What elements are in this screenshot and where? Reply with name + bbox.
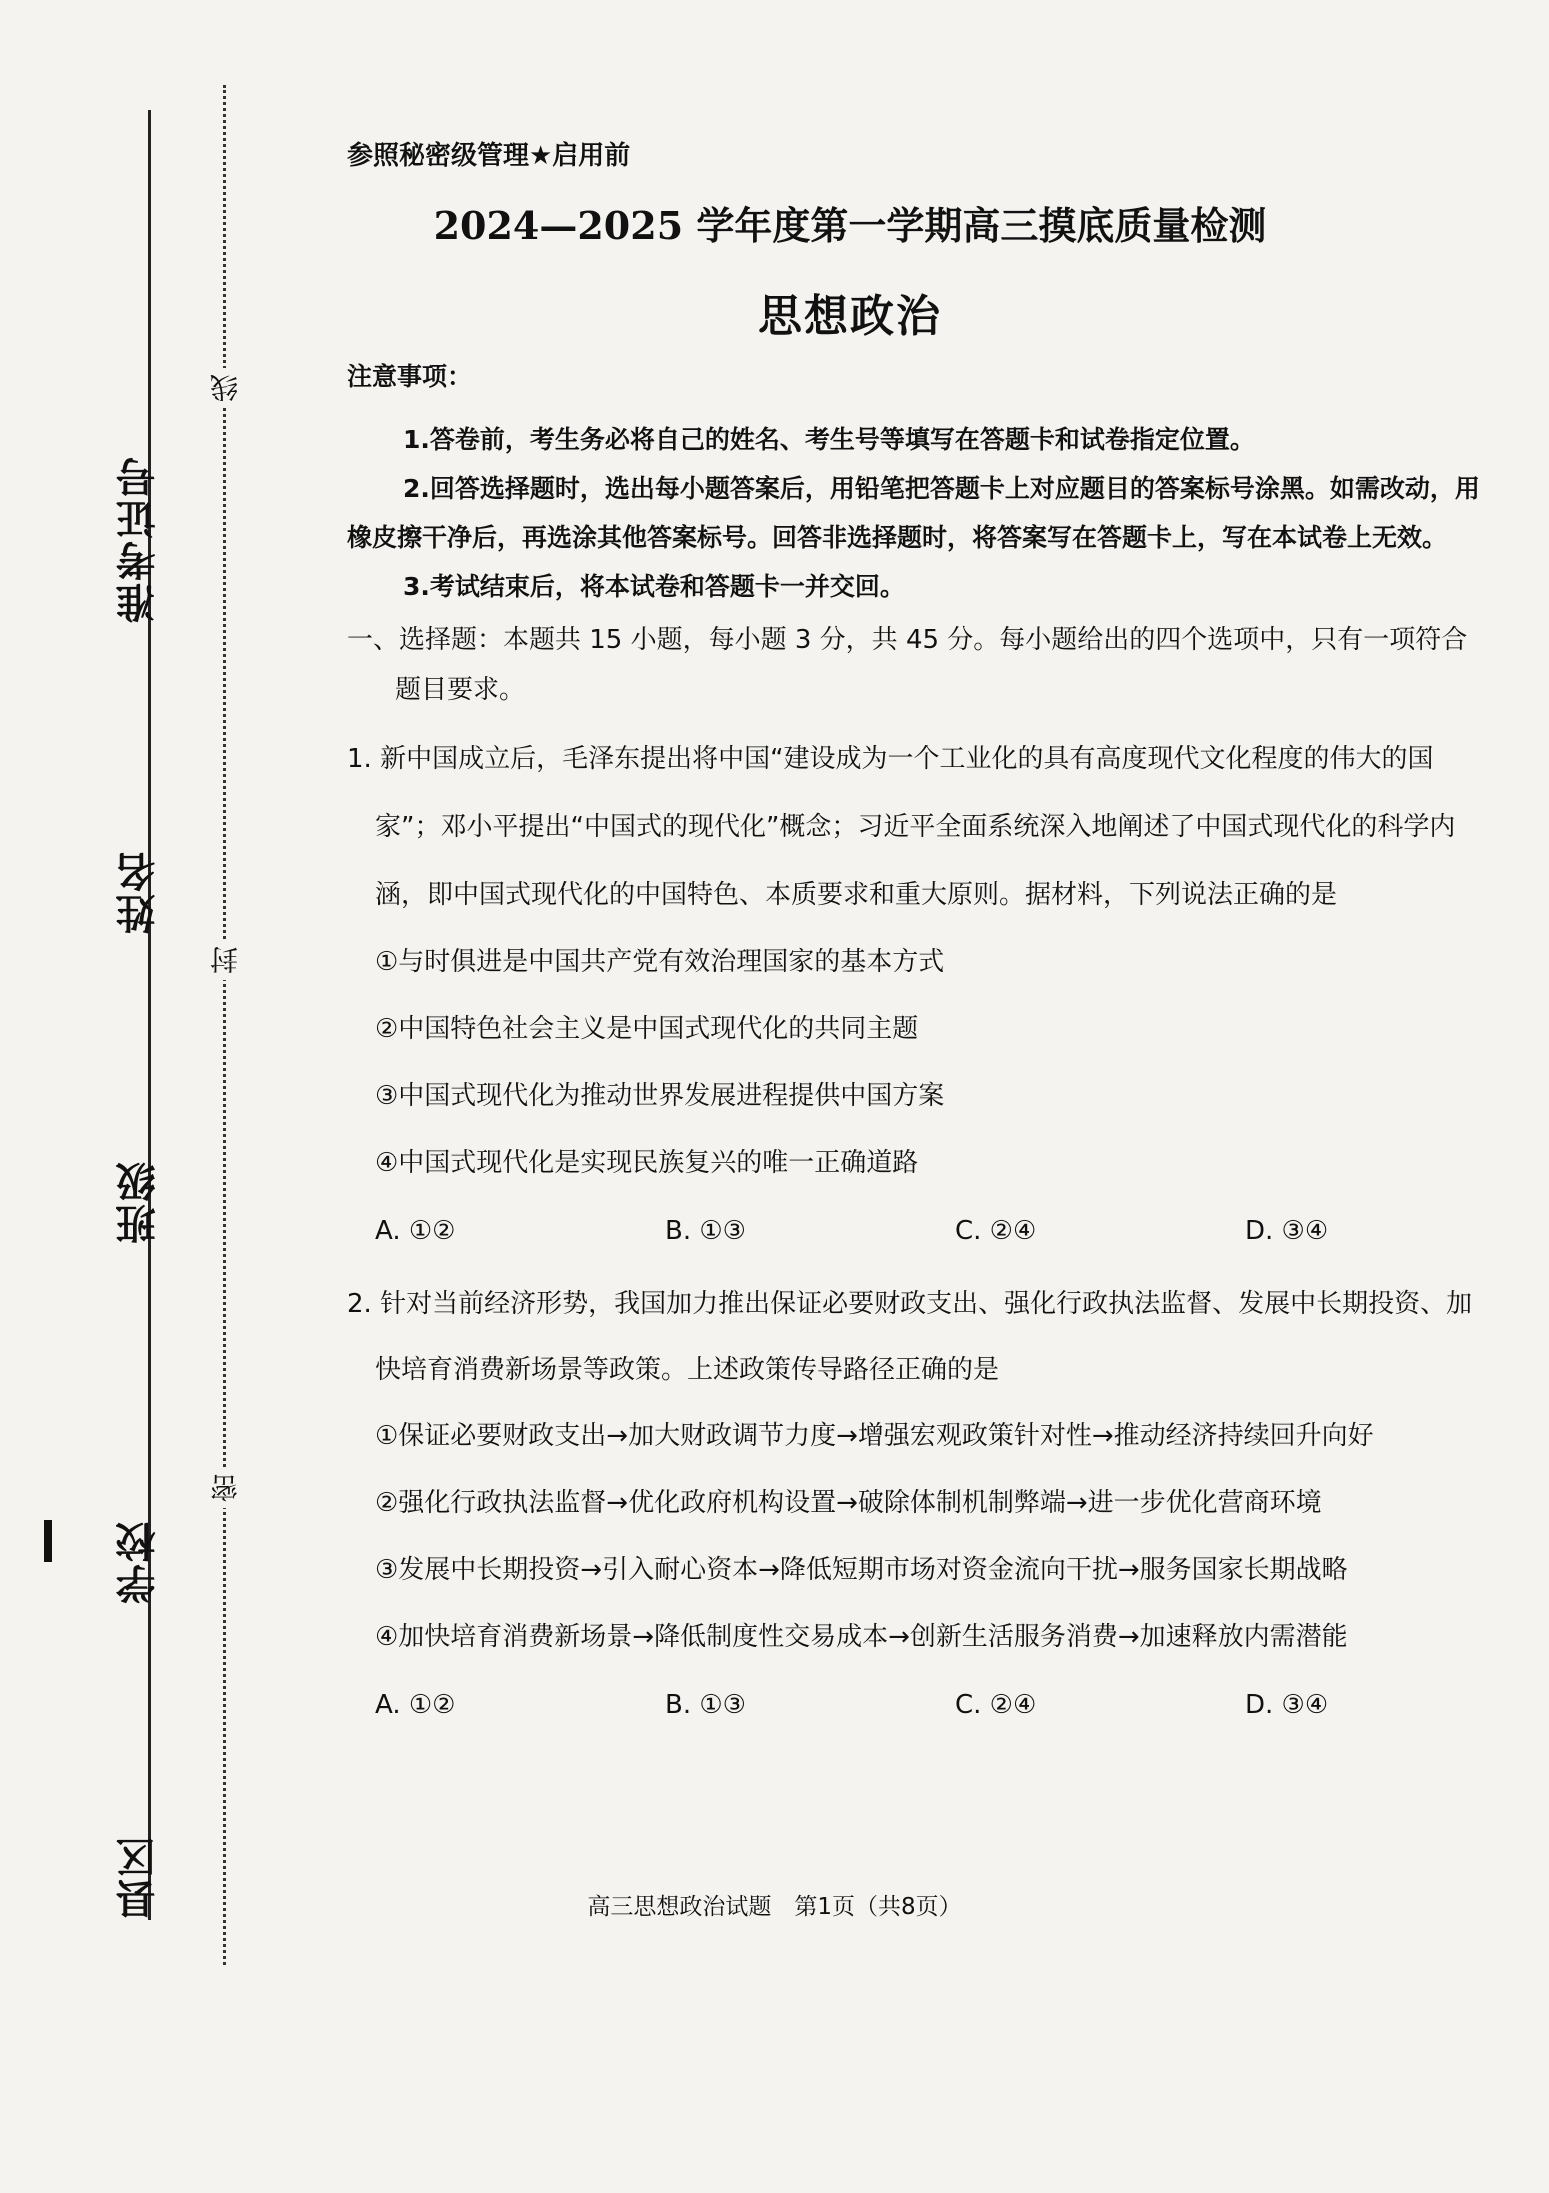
district-label: 县区	[116, 1835, 162, 1919]
seal-seal-mark: 封	[206, 940, 246, 980]
binding-dotted-line	[223, 85, 226, 1965]
notice-item: 1.答卷前，考生务必将自己的姓名、考生号等填写在答题卡和试卷指定位置。	[403, 425, 1255, 454]
statement-item: ④加快培育消费新场景→降低制度性交易成本→创新生活服务消费→加速释放内需潜能	[375, 1622, 1348, 1652]
statement-item: ①与时俱进是中国共产党有效治理国家的基本方式	[375, 947, 945, 977]
question-1	[347, 725, 1487, 1265]
exam-title: 2024—2025 学年度第一学期高三摸底质量检测	[433, 203, 1267, 248]
choice-c: C. ②④	[955, 1690, 1037, 1720]
section-heading: 一、选择题：本题共 15 小题，每小题 3 分，共 45 分。每小题给出的四个选项中，只有一项符合题目要求。	[347, 625, 1468, 705]
notice-item: 2.回答选择题时，选出每小题答案后，用铅笔把答题卡上对应题目的答案标号涂黑。如需改动，用橡皮擦干净后，再选涂其他答案标号。回答非选择题时，将答案写在答题卡上，写在本试卷上无效。	[347, 474, 1480, 552]
choice-a: A. ①②	[375, 1216, 456, 1246]
school-label: 学校	[116, 1520, 162, 1604]
question-stem: 2. 针对当前经济形势，我国加力推出保证必要财政支出、强化行政执法监督、发展中长期投资、加快培育消费新场景等政策。上述政策传导路径正确的是	[347, 1289, 1473, 1385]
seal-close-mark: 密	[206, 1468, 246, 1508]
seal-line-mark: 线	[206, 368, 246, 408]
class-label: 班级	[116, 1160, 162, 1244]
name-label: 姓名	[116, 850, 162, 934]
statement-item: ③中国式现代化为推动世界发展进程提供中国方案	[375, 1081, 945, 1111]
statement-item: ③发展中长期投资→引入耐心资本→降低短期市场对资金流向干扰→服务国家长期战略	[375, 1555, 1348, 1585]
answer-choices	[347, 1197, 1487, 1265]
choice-c: C. ②④	[955, 1216, 1037, 1246]
choice-b: B. ①③	[665, 1690, 746, 1720]
subject-title: 思想政治	[758, 291, 942, 342]
choice-b: B. ①③	[665, 1216, 746, 1246]
binding-solid-line	[148, 110, 151, 1920]
statement-item: ②强化行政执法监督→优化政府机构设置→破除体制机制弊端→进一步优化营商环境	[375, 1488, 1322, 1518]
exam-content	[347, 357, 1487, 1739]
exam-id-label: 准考证号	[116, 455, 162, 623]
choice-d: D. ③④	[1245, 1690, 1329, 1720]
choice-d: D. ③④	[1245, 1216, 1329, 1246]
page-footer: 高三思想政治试题 第1页（共8页）	[587, 1894, 962, 1920]
choice-a: A. ①②	[375, 1690, 456, 1720]
statement-item: ②中国特色社会主义是中国式现代化的共同主题	[375, 1014, 919, 1044]
answer-choices	[347, 1671, 1487, 1739]
statement-item: ④中国式现代化是实现民族复兴的唯一正确道路	[375, 1148, 919, 1178]
secrecy-notice: 参照秘密级管理★启用前	[347, 141, 631, 171]
notice-item: 3.考试结束后，将本试卷和答题卡一并交回。	[403, 572, 905, 601]
question-stem: 1. 新中国成立后，毛泽东提出将中国“建设成为一个工业化的具有高度现代文化程度的伟大的国家”；邓小平提出“中国式的现代化”概念；习近平全面系统深入地阐述了中国式现代化的科学内涵，即中国式现代化的中国特色、本质要求和重大原则。据材料，下列说法正确的是	[347, 744, 1456, 910]
notice-heading: 注意事项：	[347, 362, 473, 391]
statement-item: ①保证必要财政支出→加大财政调节力度→增强宏观政策针对性→推动经济持续回升向好	[375, 1421, 1374, 1451]
question-2	[347, 1271, 1487, 1739]
registration-mark	[44, 1520, 52, 1562]
